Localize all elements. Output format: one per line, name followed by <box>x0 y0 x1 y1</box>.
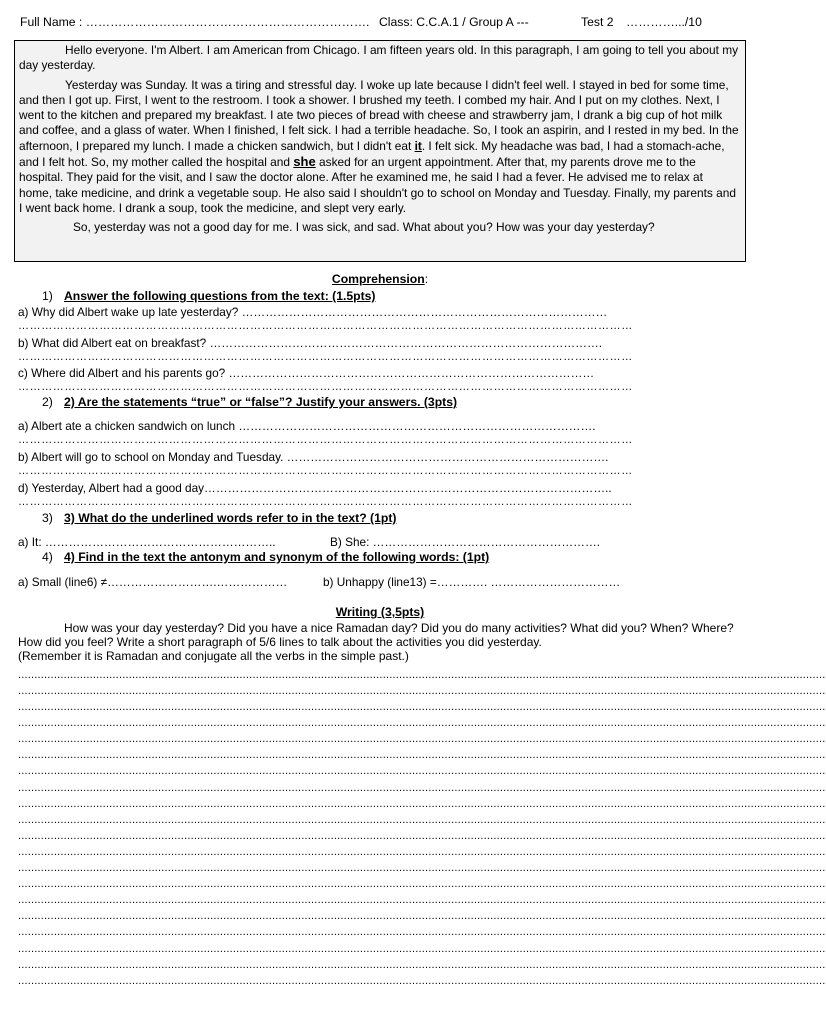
writing-title: Writing (3,5pts) <box>335 605 425 619</box>
writing-line[interactable]: ........................................................................................................................................................................................................................................................ <box>18 830 826 842</box>
writing-line[interactable]: ........................................................................................................................................................................................................................................................ <box>18 975 826 987</box>
writing-line[interactable]: ........................................................................................................................................................................................................................................................ <box>18 701 826 713</box>
paragraph-intro: Hello everyone. I'm Albert. I am American from Chicago. I am fifteen years old. In this paragraph, I am going to tell you about my day yesterday. <box>19 43 739 73</box>
writing-line[interactable]: ........................................................................................................................................................................................................................................................ <box>18 669 826 681</box>
writing-line[interactable]: ........................................................................................................................................................................................................................................................ <box>18 846 826 858</box>
answer-line[interactable]: …………………………………………………………………………………………………………………………………………… <box>18 351 633 363</box>
writing-line[interactable]: ........................................................................................................................................................................................................................................................ <box>18 685 826 697</box>
answer-line[interactable]: …………………………………………………………………………………………………………………………………………… <box>18 465 633 477</box>
question-4b: b) Unhappy (line13) =…………. …………………………… <box>323 575 621 589</box>
writing-line[interactable]: ........................................................................................................................................................................................................................................................ <box>18 798 826 810</box>
question-2b: b) Albert will go to school on Monday and Tuesday. ………………………………………………………………………. <box>18 450 609 464</box>
writing-line[interactable]: ........................................................................................................................................................................................................................................................ <box>18 749 826 761</box>
writing-prompt: How was your day yesterday? Did you have a nice Ramadan day? Did you do many activities? What did you? When? Where? How did you feel? Write a short paragraph of 5/6 lines to talk about the activities you did yesterday. (Remember it is Ramadan and conjugate all the verbs in the simple past.) <box>18 621 736 663</box>
underlined-word-she: she <box>293 154 316 170</box>
question-4: 4) 4) Find in the text the antonym and synonym of the following words: (1pt) <box>42 550 490 564</box>
writing-line[interactable]: ........................................................................................................................................................................................................................................................ <box>18 894 826 906</box>
question-1: 1) Answer the following questions from the text: (1.5pts) <box>42 289 376 303</box>
paragraph-closing: So, yesterday was not a good day for me. I was sick, and sad. What about you? How was your day yesterday? <box>73 220 655 235</box>
score-field: ………….../10 <box>626 15 702 29</box>
full-name-field[interactable]: Full Name : ……………………………………………………………. <box>20 15 370 29</box>
writing-line[interactable]: ........................................................................................................................................................................................................................................................ <box>18 814 826 826</box>
question-4a: a) Small (line6) ≠……………………….……………… <box>18 575 288 589</box>
writing-line[interactable]: ........................................................................................................................................................................................................................................................ <box>18 733 826 745</box>
writing-line[interactable]: ........................................................................................................................................................................................................................................................ <box>18 910 826 922</box>
writing-line[interactable]: ........................................................................................................................................................................................................................................................ <box>18 717 826 729</box>
class-label: Class: C.C.A.1 / Group A --- <box>379 15 529 29</box>
comprehension-title: Comprehension: <box>331 272 429 286</box>
question-2a: a) Albert ate a chicken sandwich on lunch ………………………………………………………………………………. <box>18 419 596 433</box>
answer-line[interactable]: …………………………………………………………………………………………………………………………………………… <box>18 381 633 393</box>
question-3: 3) 3) What do the underlined words refer to in the text? (1pt) <box>42 511 397 525</box>
test-label: Test 2 <box>581 15 614 29</box>
question-1c: c) Where did Albert and his parents go? ………………………………………………………………………………… <box>18 366 595 380</box>
question-3b: B) She: …………………………………………………. <box>330 535 601 549</box>
answer-line[interactable]: …………………………………………………………………………………………………………………………………………… <box>18 434 633 446</box>
reading-text-box <box>14 40 746 262</box>
writing-line[interactable]: ........................................................................................................................................................................................................................................................ <box>18 782 826 794</box>
question-3a: a) It: ………………………………………………….. <box>18 535 276 549</box>
writing-line[interactable]: ........................................................................................................................................................................................................................................................ <box>18 959 826 971</box>
question-1b: b) What did Albert eat on breakfast? ………………………………………………………………………………………. <box>18 336 603 350</box>
answer-line[interactable]: …………………………………………………………………………………………………………………………………………… <box>18 320 633 332</box>
writing-line[interactable]: ........................................................................................................................................................................................................................................................ <box>18 765 826 777</box>
question-1a: a) Why did Albert wake up late yesterday? ………………………………………………………………………………… <box>18 305 608 319</box>
writing-line[interactable]: ........................................................................................................................................................................................................................................................ <box>18 862 826 874</box>
question-2d: d) Yesterday, Albert had a good day………………………………………………………………………………………….. <box>18 481 612 495</box>
paragraph-story: Yesterday was Sunday. It was a tiring and stressful day. I woke up late because I didn't feel well. I stayed in bed for some time, and then I got up. First, I went to the restroom. I took a shower. I brushed my teeth. I combed my hair. And I put on my clothes. Next, I went to the kitchen and prepared my breakfast. I ate two pieces of bread with cheese and strawberry jam, I drank a big cup of hot milk and coffee, and a glass of water. When I finished, I felt sick. I had a terrible headache. So, I took an aspirin, and I rested in my bed. In the afternoon, I prepared my lunch. I made a chicken sandwich, but I didn't eat it. I felt sick. My headache was bad, I had a stomach-ache, and I felt hot. So, my mother called the hospital and she asked for an urgent appointment. After that, my parents drove me to the hospital. They paid for the visit, and I saw the doctor alone. After he examined me, he said I had a fever. He advised me to relax at home, take medicine, and drink a vegetable soup. He also said I shouldn't go to school on Monday and Tuesday. Finally, my parents and I went back home. I drank a soup, took the medicine, and slept very early. <box>19 77 739 215</box>
question-2: 2) 2) Are the statements “true” or “false”? Justify your answers. (3pts) <box>42 395 458 409</box>
header <box>20 15 738 33</box>
writing-line[interactable]: ........................................................................................................................................................................................................................................................ <box>18 926 826 938</box>
answer-line[interactable]: …………………………………………………………………………………………………………………………………………… <box>18 496 633 508</box>
writing-line[interactable]: ........................................................................................................................................................................................................................................................ <box>18 878 826 890</box>
writing-note: (Remember it is Ramadan and conjugate all the verbs in the simple past.) <box>18 649 409 663</box>
writing-line[interactable]: ........................................................................................................................................................................................................................................................ <box>18 943 826 955</box>
underlined-word-it: it <box>414 138 422 153</box>
